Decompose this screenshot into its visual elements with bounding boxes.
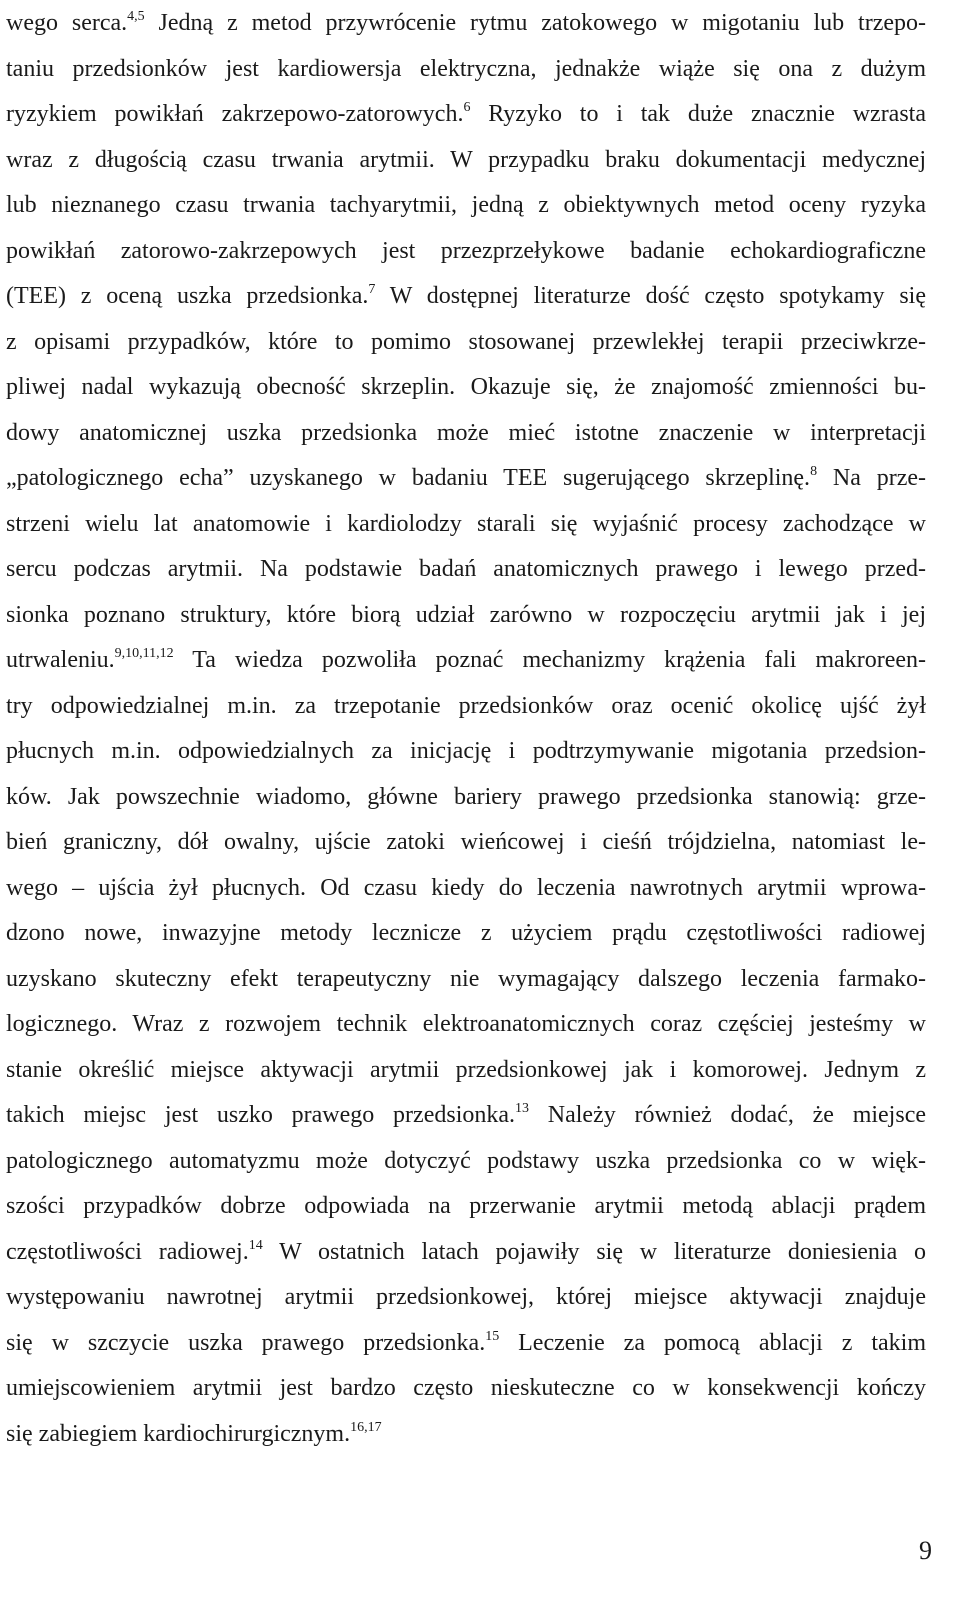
text-segment: się zabiegiem kardiochirurgicznym. xyxy=(6,1420,351,1447)
text-segment: patologicznego automatyzmu może dotyczyć podstawy uszka przedsionka co w więk- xyxy=(6,1147,926,1174)
text-segment: sercu podczas arytmii. Na podstawie badań anatomicznych prawego i lewego przed- xyxy=(6,556,926,582)
text-segment: wraz z długością czasu trwania arytmii. W przypadku braku dokumentacji medycznej xyxy=(6,146,926,173)
text-segment: dowy anatomicznej uszka przedsionka może mieć istotne znaczenie w interpretacji xyxy=(6,419,926,446)
text-segment: utrwaleniu. xyxy=(6,647,115,673)
footnote-reference: 13 xyxy=(515,1101,530,1116)
text-line xyxy=(6,1229,926,1275)
text-line xyxy=(6,1320,926,1366)
text-segment: Na prze- xyxy=(817,465,926,491)
text-line xyxy=(6,364,926,410)
text-segment: częstotliwości radiowej. xyxy=(6,1238,249,1265)
footnote-reference: 8 xyxy=(810,464,818,479)
text-segment: sionka poznano struktury, które biorą udział zarówno w rozpoczęciu arytmii jak i jej xyxy=(6,601,926,628)
footnote-reference: 9,10,11,12 xyxy=(114,646,174,661)
text-segment: stanie określić miejsce aktywacji arytmii przedsionkowej jak i komorowej. Jednym z xyxy=(6,1056,926,1083)
text-line xyxy=(6,228,926,274)
text-line xyxy=(6,455,926,501)
text-segment: wego serca. xyxy=(6,10,128,36)
text-line xyxy=(6,956,926,1002)
text-line xyxy=(6,728,926,774)
footnote-reference: 14 xyxy=(248,1237,263,1253)
text-line xyxy=(6,865,926,911)
footnote-reference: 6 xyxy=(463,100,471,115)
text-line xyxy=(6,1365,926,1411)
text-segment: takich miejsc jest uszko prawego przedsionka. xyxy=(6,1102,516,1128)
text-line xyxy=(6,0,926,46)
text-line xyxy=(6,1411,926,1457)
footnote-reference: 15 xyxy=(485,1328,500,1344)
text-segment: Należy również dodać, że miejsce xyxy=(529,1102,926,1128)
text-line xyxy=(6,819,926,865)
text-line xyxy=(6,91,926,137)
text-line xyxy=(6,273,926,319)
text-line xyxy=(6,1138,926,1184)
text-line xyxy=(6,1047,926,1093)
text-segment: ków. Jak powszechnie wiadomo, główne bariery prawego przedsionka stanowią: grze- xyxy=(6,783,926,810)
text-segment: W ostatnich latach pojawiły się w literaturze doniesienia o xyxy=(262,1238,926,1265)
text-segment: ryzykiem powikłań zakrzepowo-zatorowych. xyxy=(6,101,464,127)
text-segment: z opisami przypadków, które to pomimo stosowanej przewlekłej terapii przeciwkrze- xyxy=(6,328,926,355)
text-line xyxy=(6,1274,926,1320)
text-segment: strzeni wielu lat anatomowie i kardiolodzy starali się wyjaśnić procesy zachodzące w xyxy=(6,510,926,537)
text-segment: lub nieznanego czasu trwania tachyarytmii, jedną z obiektywnych metod oceny ryzyka xyxy=(6,192,926,218)
text-segment: logicznego. Wraz z rozwojem technik elektroanatomicznych coraz częściej jesteśmy w xyxy=(6,1011,926,1037)
text-line xyxy=(6,683,926,729)
text-line xyxy=(6,182,926,228)
text-segment: uzyskano skuteczny efekt terapeutyczny nie wymagający dalszego leczenia farmako- xyxy=(6,965,926,992)
text-segment: szości przypadków dobrze odpowiada na przerwanie arytmii metodą ablacji prądem xyxy=(6,1193,926,1219)
text-line xyxy=(6,546,926,592)
text-line xyxy=(6,319,926,365)
text-line xyxy=(6,637,926,683)
text-line xyxy=(6,910,926,956)
text-line xyxy=(6,137,926,183)
text-segment: pliwej nadal wykazują obecność skrzeplin. Okazuje się, że znajomość zmienności bu- xyxy=(6,374,926,400)
text-segment: Jedną z metod przywrócenie rytmu zatokowego w migotaniu lub trzepo- xyxy=(144,10,926,36)
text-line xyxy=(6,46,926,92)
text-line xyxy=(6,592,926,638)
text-segment: taniu przedsionków jest kardiowersja elektryczna, jednakże wiąże się ona z dużym xyxy=(6,55,926,82)
text-segment: się w szczycie uszka prawego przedsionka. xyxy=(6,1329,486,1356)
text-segment: try odpowiedzialnej m.in. za trzepotanie przedsionków oraz ocenić okolicę ujść żył xyxy=(6,692,926,719)
text-line xyxy=(6,774,926,820)
text-segment: powikłań zatorowo-zakrzepowych jest przezprzełykowe badanie echokardiograficzne xyxy=(6,237,926,264)
text-segment: bień graniczny, dół owalny, ujście zatoki wieńcowej i cieśń trójdzielna, natomiast le- xyxy=(6,829,926,855)
footnote-reference: 16,17 xyxy=(350,1419,382,1435)
page-number: 9 xyxy=(919,1536,932,1565)
text-segment: „patologicznego echa” uzyskanego w badaniu TEE sugerującego skrzeplinę. xyxy=(6,465,811,491)
text-segment: W dostępnej literaturze dość często spotykamy się xyxy=(375,283,926,309)
text-segment: wego – ujścia żył płucnych. Od czasu kiedy do leczenia nawrotnych arytmii wprowa- xyxy=(6,874,926,901)
text-segment: występowaniu nawrotnej arytmii przedsionkowej, której miejsce aktywacji znajduje xyxy=(6,1284,926,1310)
text-line xyxy=(6,410,926,456)
text-segment: (TEE) z oceną uszka przedsionka. xyxy=(6,283,369,309)
text-line xyxy=(6,1183,926,1229)
text-line xyxy=(6,1092,926,1138)
text-line xyxy=(6,501,926,547)
text-segment: płucnych m.in. odpowiedzialnych za inicjację i podtrzymywanie migotania przedsion- xyxy=(6,738,926,764)
text-line xyxy=(6,1001,926,1047)
text-segment: Ta wiedza pozwoliła poznać mechanizmy krążenia fali makroreen- xyxy=(173,647,926,673)
text-segment: umiejscowieniem arytmii jest bardzo często nieskuteczne co w konsekwencji kończy xyxy=(6,1375,926,1401)
text-segment: Leczenie za pomocą ablacji z takim xyxy=(499,1329,926,1356)
text-segment: Ryzyko to i tak duże znacznie wzrasta xyxy=(470,101,926,127)
footnote-reference: 4,5 xyxy=(127,9,145,24)
footnote-reference: 7 xyxy=(368,282,376,297)
text-segment: dzono nowe, inwazyjne metody lecznicze z użyciem prądu częstotliwości radiowej xyxy=(6,920,926,946)
